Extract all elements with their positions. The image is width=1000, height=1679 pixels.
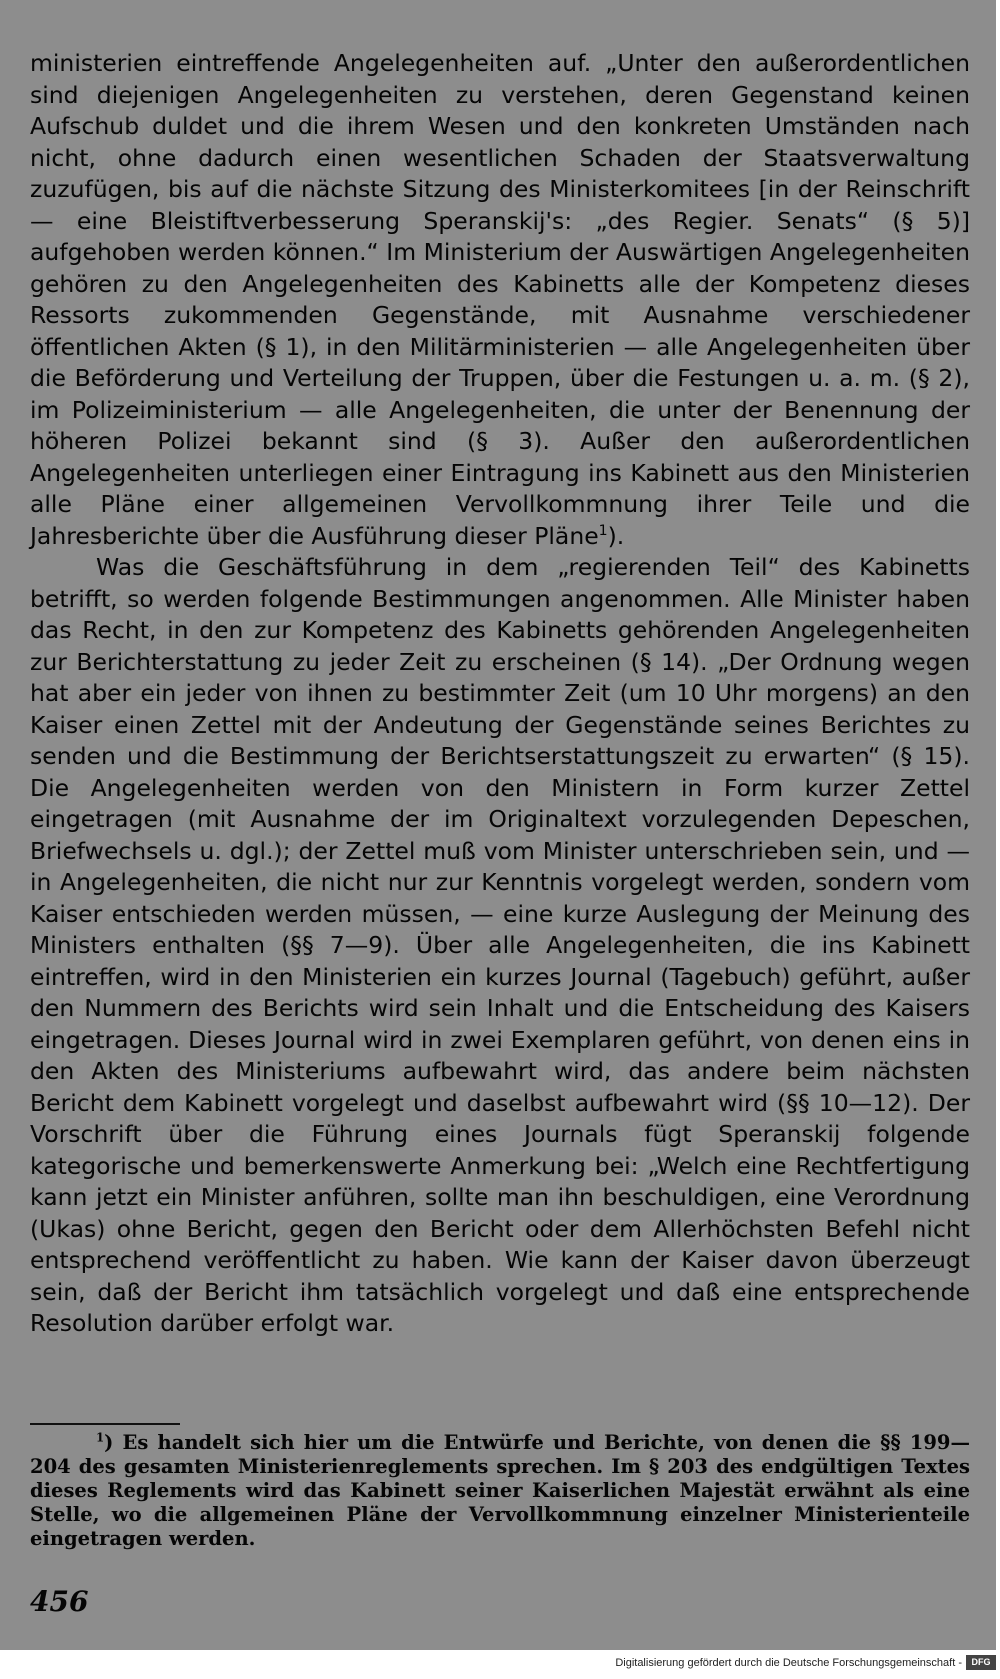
dfg-logo-icon: DFG <box>966 1655 996 1670</box>
body-text <box>30 48 970 1340</box>
credit-text: Digitalisierung gefördert durch die Deutsche Forschungsgemeinschaft - <box>615 1657 962 1669</box>
paragraph-1-end: ). <box>607 521 625 550</box>
paragraph-1 <box>30 48 970 552</box>
credit-bar <box>0 1652 1000 1679</box>
footnote-reference: 1 <box>598 522 608 539</box>
footnotes <box>30 1431 970 1551</box>
paragraph-1-text: ministerien eintreffende Angelegenheiten auf. „Unter den außerordentlichen sind diejenigen Angelegenheiten zu verstehen, deren Gegenstand keinen Aufschub duldet und die ihrem Wesen und den konkreten Umständen nach nicht, ohne dadurch einen wesentlichen Schaden der Staatsverwaltung zuzufügen, bis auf die nächste Sitzung des Ministerkomitees [in der Reinschrift — eine Bleistiftverbesserung Speranskij's: „des Regier. Senats“ (§ 5)] aufgehoben werden können.“ Im Ministerium der Auswärtigen Angelegenheiten gehören zu den Angelegenheiten des Kabinetts alle der Kompetenz dieses Ressorts zukommenden Gegenstände, mit Ausnahme verschiedener öffentlichen Akten (§ 1), in den Militärministerien — alle Angelegenheiten über die Beförderung und Verteilung der Truppen, über die Festungen u. a. m. (§ 2), im Polizeiministerium — alle Angelegenheiten, die unter der Benennung der höheren Polizei bekannt sind (§ 3). Außer den außerordentlichen Angelegenheiten unterliegen einer Eintragung ins Kabinett aus den Ministerien alle Pläne einer allgemeinen Vervollkommnung ihrer Teile und die Jahresberichte über die Ausführung dieser Pläne <box>30 49 970 550</box>
footnote-divider <box>30 1423 180 1425</box>
footnote-1-text: ) Es handelt sich hier um die Entwürfe und Berichte, von denen die §§ 199—204 des gesamten Ministerienreglements sprechen. Im § 203 des endgültigen Textes dieses Reglements wird das Kabinett seiner Kaiserlichen Majestät erwähnt als eine Stelle, wo die allgemeinen Pläne der Vervollkommnung einzelner Ministerienteile eingetragen werden. <box>30 1431 970 1550</box>
page-number: 456 <box>30 1585 89 1618</box>
footnote-1 <box>30 1431 970 1551</box>
footnote-marker: 1 <box>96 1430 105 1445</box>
paragraph-2: Was die Geschäftsführung in dem „regierenden Teil“ des Kabinetts betrifft, so werden folgende Bestimmungen angenommen. Alle Minister haben das Recht, in den zur Kompetenz des Kabinetts gehörenden Angelegenheiten zur Berichterstattung zu jeder Zeit zu erscheinen (§ 14). „Der Ordnung wegen hat aber ein jeder von ihnen zu bestimmter Zeit (um 10 Uhr morgens) an den Kaiser einen Zettel mit der Andeutung der Gegenstände seines Berichtes zu senden und die Bestimmung der Berichtserstattungszeit zu erwarten“ (§ 15). Die Angelegenheiten werden von den Ministern in Form kurzer Zettel eingetragen (mit Ausnahme der im Originaltext vorzulegenden Depeschen, Briefwechsels u. dgl.); der Zettel muß vom Minister unterschrieben sein, und — in Angelegenheiten, die nicht nur zur Kenntnis vorgelegt werden, sondern vom Kaiser entschieden werden müssen, — eine kurze Auslegung der Meinung des Ministers enthalten (§§ 7—9). Über alle Angelegenheiten, die ins Kabinett eintreffen, wird in den Ministerien ein kurzes Journal (Tagebuch) geführt, außer den Nummern des Berichts wird sein Inhalt und die Entscheidung des Kaisers eingetragen. Dieses Journal wird in zwei Exemplaren geführt, von denen eins in den Akten des Ministeriums aufbewahrt wird, das andere beim nächsten Bericht dem Kabinett vorgelegt und daselbst aufbewahrt wird (§§ 10—12). Der Vorschrift über die Führung eines Journals fügt Speranskij folgende kategorische und bemerkenswerte Anmerkung bei: „Welch eine Rechtfertigung kann jetzt ein Minister anführen, sollte man ihn beschuldigen, eine Verordnung (Ukas) ohne Bericht, gegen den Bericht oder dem Allerhöchsten Befehl nicht entsprechend veröffentlicht zu haben. Wie kann der Kaiser davon überzeugt sein, daß der Bericht ihm tatsächlich vorgelegt und daß eine entsprechende Resolution darüber erfolgt war. <box>30 553 970 1337</box>
